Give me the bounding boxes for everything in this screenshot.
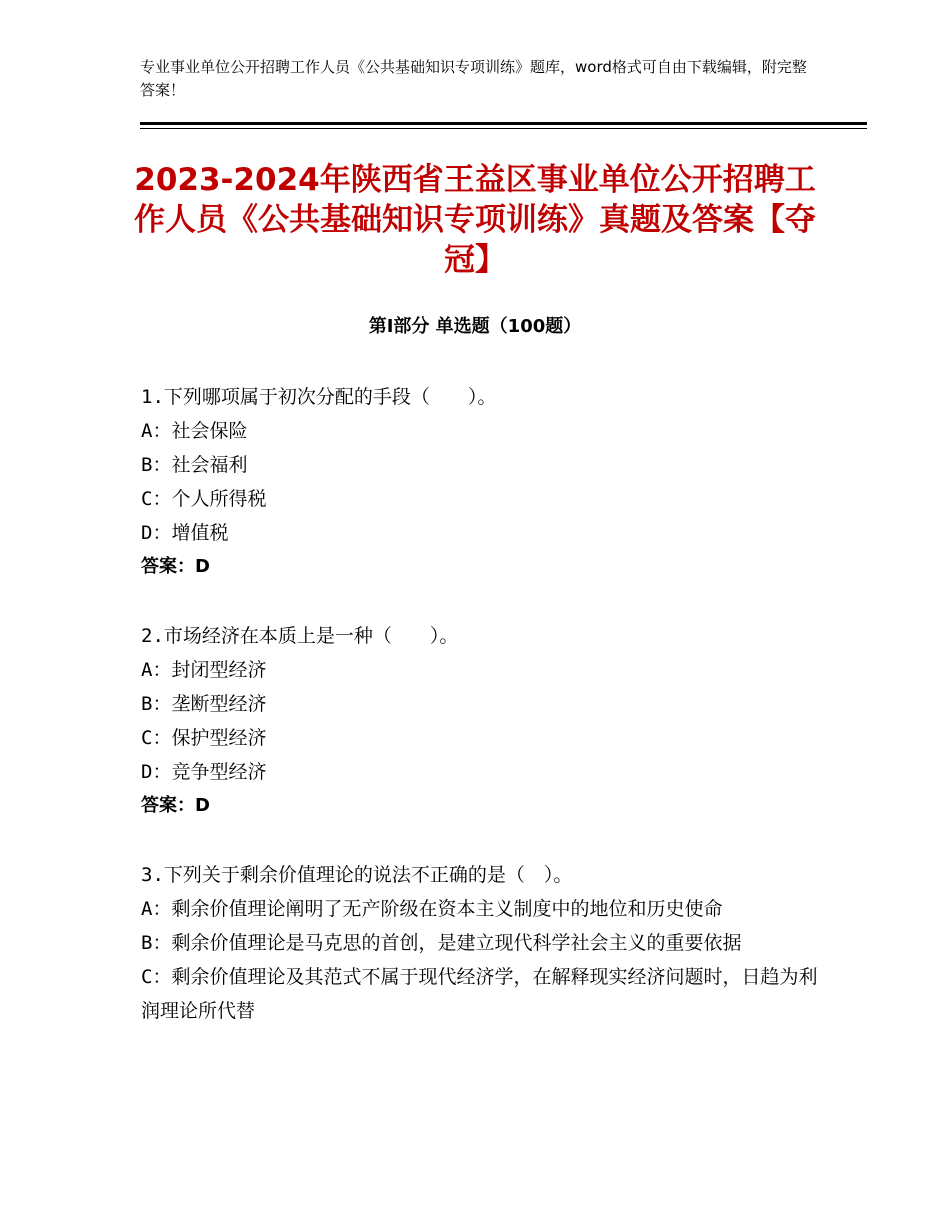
option-a: A：社会保险	[141, 420, 248, 442]
answer: 答案：D	[141, 556, 210, 577]
option-b: B：剩余价值理论是马克思的首创，是建立现代科学社会主义的重要依据	[141, 932, 742, 954]
document-title: 2023-2024年陕西省王益区事业单位公开招聘工作人员《公共基础知识专项训练》真题及答案【夺冠】	[134, 162, 816, 278]
question-stem: 3.下列关于剩余价值理论的说法不正确的是（ ）。	[141, 864, 573, 886]
question-3	[141, 858, 821, 1028]
answer: 答案：D	[141, 795, 210, 816]
question-2	[141, 619, 821, 823]
option-c: C：剩余价值理论及其范式不属于现代经济学，在解释现实经济问题时，日趋为利润理论所代替	[141, 966, 818, 1022]
option-c: C：个人所得税	[141, 488, 267, 510]
option-a: A：封闭型经济	[141, 659, 267, 681]
option-d: D：竞争型经济	[141, 761, 267, 783]
header-rule-thick	[140, 122, 867, 125]
option-c: C：保护型经济	[141, 727, 267, 749]
option-b: B：垄断型经济	[141, 693, 267, 715]
question-list	[141, 380, 821, 1063]
option-d: D：增值税	[141, 522, 229, 544]
question-stem: 2.市场经济在本质上是一种（ ）。	[141, 625, 459, 647]
header-note: 专业事业单位公开招聘工作人员《公共基础知识专项训练》题库，word格式可自由下载编辑，附完整答案！	[140, 58, 807, 99]
section-title: 第I部分 单选题（100题）	[368, 316, 582, 337]
header-rule-thin	[140, 128, 867, 129]
option-b: B：社会福利	[141, 454, 248, 476]
option-a: A：剩余价值理论阐明了无产阶级在资本主义制度中的地位和历史使命	[141, 898, 723, 920]
question-1	[141, 380, 821, 584]
question-stem: 1.下列哪项属于初次分配的手段（ ）。	[141, 386, 497, 408]
